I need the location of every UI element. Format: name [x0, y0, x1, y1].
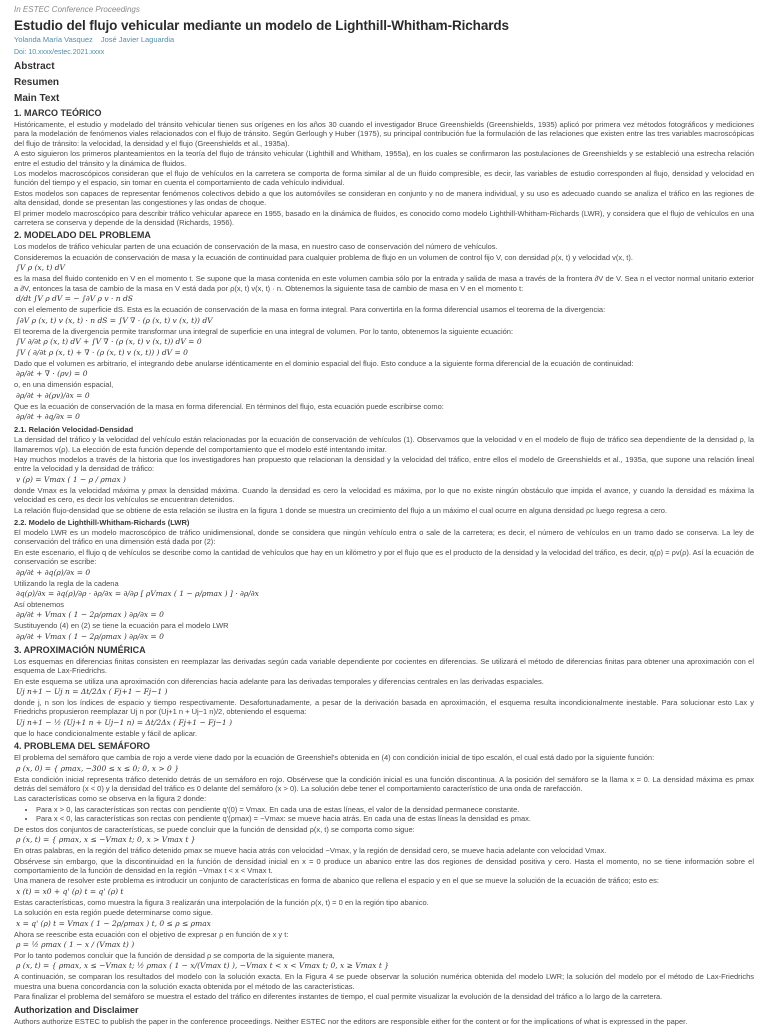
equation: ρ (x, t) = { ρmax, x ≤ −Vmax t; 0, x > Vmax t }: [16, 835, 196, 845]
paragraph: que lo hace condicionalmente estable y fácil de aplicar.: [14, 728, 198, 738]
equation: ∫V ( ∂/∂t ρ (x, t) + ∇ · (ρ (x, t) v (x, t)) ) dV = 0: [16, 347, 188, 357]
equation: d/dt ∫V ρ dV = − ∫∂V ρ v · n dS: [16, 294, 133, 304]
paragraph: El modelo LWR es un modelo macroscópico de tráfico unidimensional, donde se considera que ningún vehículo entra o sale de la carretera; es decir, el número de vehículos en un tramo dado se conserva. La ley de conservación del tráfico en una dimensión está dada por (2):: [14, 527, 754, 547]
paragraph: es la masa del fluido contenido en V en el momento t. Se supone que la masa contenida en este volumen cambia sólo por la entrada y salida de masa a través de la frontera ∂V de V. Sea n el vector normal unitario exterior a ∂V, entonces la tasa de cambio de la masa en V está dada por ρ(x, t) v(x, t) · n. Obtenemos la siguiente tasa de cambio de masa en V en el momento t:: [14, 274, 754, 293]
paragraph: La relación flujo-densidad que se obtiene de esta relación se ilustra en la figura 1 donde se muestra un crecimiento del flujo a un máximo el cual ocurre en alguna densidad ρc luego regresa a cero.: [14, 505, 667, 515]
paragraph: Estos modelos son capaces de representar fenómenos colectivos debido a que los automóviles se consideran en conjunto y no de manera individual, y su uso es adecuado cuando se analiza el tráfico en las regiones de alta densidad, donde se presentan las congestiones y las ondas de choque.: [14, 188, 754, 208]
section-heading: 4. PROBLEMA DEL SEMÁFORO: [14, 741, 151, 752]
paragraph: Esta condición inicial representa tráfico detenido detrás de un semáforo en rojo. Obsérvese que la condición inicial es una función discontinua. A la posición del semáforo se la llama x = 0. La densidad máxima es ρmax detrás del semáforo (x < 0) y la densidad del tráfico es 0 delante del semáforo (x > 0). La solución debe tener el comportamiento característico de una onda de rarefacción.: [14, 774, 754, 794]
subsection-heading: 2.1. Relación Velocidad-Densidad: [14, 425, 134, 435]
equation: x = q' (ρ) t = Vmax ( 1 − 2ρ/ρmax ) t, 0 ≤ ρ ≤ ρmax: [16, 918, 211, 928]
paragraph: La solución en esta región puede determinarse como sigue.: [14, 908, 213, 918]
doi-link[interactable]: Doi: 10.xxxx/estec.2021.xxxx: [14, 49, 105, 56]
paragraph: La densidad del tráfico y la velocidad del vehículo están relacionadas por la ecuación de conservación de vehículos (1). Observamos que la velocidad v en el modelo de flujo de tráfico sea dependiente de la densidad ρ, la llamaremos v(ρ). La elección de esta función depende del comportamiento que el modelo esté intentando imitar.: [14, 435, 754, 454]
equation: ∂ρ/∂t + Vmax ( 1 − 2ρ/ρmax ) ∂ρ/∂x = 0: [16, 631, 164, 641]
disclaimer-heading: Authorization and Disclaimer: [14, 1004, 139, 1015]
author-link[interactable]: Yolanda María Vasquez: [14, 35, 93, 44]
paragraph: Así obtenemos: [14, 600, 65, 609]
paragraph: El teorema de la divergencia permite transformar una integral de superficie en una integral de volumen. Por lo tanto, obtenemos la siguiente ecuación:: [14, 326, 514, 336]
paragraph: De estos dos conjuntos de características, se puede concluir que la función de densidad ρ(x, t) se comporta como sigue:: [14, 824, 415, 834]
paragraph: Los esquemas en diferencias finitas consisten en reemplazar las derivadas según cada variable dependiente por cocientes en diferencias. Se utilizará el método de diferencias finitas para obtener una aproximación con el esquema de Lax-Friedrichs.: [14, 656, 754, 676]
paragraph: Históricamente, el estudio y modelado del tránsito vehicular tienen sus orígenes en los años 30 cuando el investigador Bruce Greenshields (Greenshields, 1935) aplicó por primera vez métodos fotográficos y mediciones para la modelación de fenómenos viales relacionados con el flujo de tránsito. Según Gerlough y Huber (1975), su principal contribución fue la formulación de las relaciones que existen entre las tres variables macroscópicas del flujo de tránsito: la velocidad, la densidad y el flujo (Greenshields et al., 1935a).: [14, 120, 754, 148]
subsection-heading: 2.2. Modelo de Lighthill-Whitham-Richards (LWR): [14, 517, 190, 527]
paragraph: Hay muchos modelos a través de la historia que los investigadores han propuesto que relacionan la densidad y la velocidad del tráfico, entre ellos el modelo de Greenshields et al., 1935a, que supone una relación lineal entre la velocidad y la densidad de tráfico:: [14, 454, 754, 474]
paragraph: Las características como se observa en la figura 2 donde:: [14, 794, 207, 804]
paragraph: con el elemento de superficie dS. Esta es la ecuación de conservación de la masa en forma integral. Para convertirla en la forma diferencial usamos el teorema de la divergencia:: [14, 305, 606, 315]
paragraph: A continuación, se comparan los resultados del modelo con la solución exacta. En la Figura 4 se puede observar la solución numérica obtenida del modelo LWR; la solución del modelo por el método de Lax-Friedrichs muestra una buena concordancia con la solución exacta obtenida por el método de las características.: [14, 972, 754, 991]
paragraph: Los modelos macroscópicos consideran que el flujo de vehículos en la carretera se comporta de forma similar al de un fluido compresible, es decir, las variables de estudio corresponden al flujo, densidad y velocidad en función del tiempo y el espacio, sin tomar en cuenta el comportamiento de cada vehículo individual.: [14, 169, 754, 188]
paragraph: Los modelos de tráfico vehicular parten de una ecuación de conservación de la masa, en nuestro caso de conservación del número de vehículos.: [14, 242, 498, 252]
equation: ∫∂V ρ (x, t) v (x, t) · n dS = ∫V ∇ · (ρ (x, t) v (x, t)) dV: [16, 315, 213, 325]
paragraph: En este esquema se utiliza una aproximación con diferencias hacia adelante para las derivadas temporales y diferencias centrales en las derivadas espaciales.: [14, 676, 544, 686]
equation: ∂ρ/∂t + ∂q(ρ)/∂x = 0: [16, 567, 91, 577]
equation: ∂ρ/∂t + ∂(ρv)/∂x = 0: [16, 390, 90, 400]
paragraph: Ahora se reescribe esta ecuación con el objetivo de expresar ρ en función de x y t:: [14, 929, 289, 939]
equation: ρ = ½ ρmax ( 1 − x / (Vmax t) ): [16, 939, 135, 949]
paragraph: o, en una dimensión espacial,: [14, 380, 114, 390]
paragraph: Para finalizar el problema del semáforo se muestra el estado del tráfico en diferentes instantes de tiempo, el cual permite visualizar la evolución de la densidad del tráfico a lo largo de la carretera.: [14, 992, 663, 1002]
equation: ∂ρ/∂t + ∇ · (ρv) = 0: [16, 369, 88, 379]
disclaimer-text: Authors authorize ESTEC to publish the paper in the conference proceedings. Neither ESTEC nor the editors are responsible either for the content or for the implications of what is expressed in the paper.: [14, 1016, 688, 1026]
venue-line: In ESTEC Conference Proceedings: [14, 5, 140, 14]
equation: ∫V ρ (x, t) dV: [16, 263, 65, 273]
equation: v (ρ) = Vmax ( 1 − ρ / ρmax ): [16, 474, 126, 484]
equation: ρ (x, 0) = { ρmax, −300 ≤ x ≤ 0; 0, x > 0 }: [16, 763, 179, 773]
equation: ∫V ∂/∂t ρ (x, t) dV + ∫V ∇ · (ρ (x, t) v (x, t)) dV = 0: [16, 336, 202, 346]
equation: x (t) = x0 + q' (ρ) t = q' (ρ) t: [16, 886, 124, 896]
equation: ∂q(ρ)/∂x = ∂q(ρ)/∂ρ · ∂ρ/∂x = ∂/∂ρ [ ρVmax ( 1 − ρ/ρmax ) ] · ∂ρ/∂x: [16, 589, 259, 598]
abstract-heading: Abstract: [14, 61, 55, 72]
paragraph: En este escenario, el flujo q de vehículos se describe como la cantidad de vehículos que hay en un kilómetro y por el flujo que es el producto de la densidad y la velocidad del tráfico, es decir, q(ρ) = ρv(ρ). Así la ecuación de conservación se escribe:: [14, 547, 754, 567]
paragraph: Estas características, como muestra la figura 3 realizarán una interpolación de la función ρ(x, t) = 0 en la región tipo abanico.: [14, 897, 429, 907]
list-item: • Para x > 0, las características son rectas con pendiente q'(0) = Vmax. En cada una de estas líneas, el valor de la densidad permanece constante.: [36, 805, 754, 814]
equation: ρ (x, t) = { ρmax, x ≤ −Vmax t; ½ ρmax ( 1 − x/(Vmax t) ), −Vmax t < x < Vmax t; 0, x ≥ Vmax t }: [16, 961, 390, 971]
equation: ∂ρ/∂t + Vmax ( 1 − 2ρ/ρmax ) ∂ρ/∂x = 0: [16, 610, 164, 620]
paragraph: A esto siguieron los primeros planteamientos en la teoría del flujo de tránsito vehicular (Lighthill and Whitham, 1955a), en los cuales se confirmaron las postulaciones de Greenshields y se estableció una estrecha relación entre el estudio del tránsito y la dinámica de fluidos.: [14, 149, 754, 168]
paragraph: Una manera de resolver este problema es introducir un conjunto de características en forma de abanico que rellena el espacio y en el que se mueve la solución de la ecuación de tráfico; esto es:: [14, 876, 659, 886]
equation: ∂ρ/∂t + ∂q/∂x = 0: [16, 412, 80, 422]
section-heading: 2. MODELADO DEL PROBLEMA: [14, 230, 151, 241]
paper-title: Estudio del flujo vehicular mediante un modelo de Lighthill-Whitham-Richards: [14, 18, 509, 33]
paragraph: El problema del semáforo que cambia de rojo a verde viene dado por la ecuación de Greenshiel's obtenida en (4) con condición inicial de tipo escalón, el cual está dado por la siguiente función:: [14, 753, 655, 763]
equation: Uj n+1 − ½ (Uj+1 n + Uj−1 n) = Δt/2Δx ( Fj+1 − Fj−1 ): [16, 717, 233, 727]
paragraph: El primer modelo macroscópico para describir tráfico vehicular aparece en 1955, basado en la dinámica de fluidos, es conocido como modelo Lighthill-Whitham-Richards (LWR), y considera que el flujo de vehículos en una carretera se conserva y depende de la densidad (Richards, 1956).: [14, 208, 754, 228]
paragraph: Obsérvese sin embargo, que la discontinuidad en la función de densidad inicial en x = 0 produce un abanico entre las dos regiones de densidad positiva y cero. Hasta el momento, no se tiene información sobre el comportamiento de la función de densidad en la región −Vmax t < x < Vmax t.: [14, 856, 754, 875]
paragraph: donde Vmax es la velocidad máxima y ρmax la densidad máxima. Cuando la densidad es cero la velocidad es máxima, por lo que no existe ningún obstáculo que impida el avance, y cuando la densidad es máxima la velocidad es cero, es decir los vehículos se encuentran detenidos.: [14, 485, 754, 505]
paragraph: donde j, n son los índices de espacio y tiempo respectivamente. Desafortunadamente, a pesar de la derivación basada en aproximación, el esquema resulta incondicionalmente inestable. Para solucionar esto Lax y Friedrichs propusieron reemplazar Uj n por (Uj+1 n + Uj−1 n)/2, obteniendo el esquema:: [14, 698, 754, 717]
paragraph: Por lo tanto podemos concluir que la función de densidad ρ se comporta de la siguiente manera,: [14, 950, 335, 960]
section-heading: 1. MARCO TEÓRICO: [14, 108, 102, 118]
paragraph: Utilizando la regla de la cadena: [14, 578, 119, 588]
paragraph: Dado que el volumen es arbitrario, el integrando debe anularse idénticamente en el dominio espacial del flujo. Esto conduce a la siguiente forma diferencial de la ecuación de continuidad:: [14, 358, 634, 368]
author-link[interactable]: José Javier Laguardia: [100, 35, 175, 44]
paragraph: Que es la ecuación de conservación de la masa en forma diferencial. En términos del flujo, esta ecuación puede escribirse como:: [14, 401, 444, 411]
bullet-list: [14, 805, 754, 824]
section-heading: 3. APROXIMACIÓN NUMÉRICA: [14, 644, 146, 655]
resumen-heading: Resumen: [14, 77, 60, 88]
paragraph: Sustituyendo (4) en (2) se tiene la ecuación para el modelo LWR: [14, 621, 229, 631]
author-list: [14, 35, 754, 44]
paragraph: Consideremos la ecuación de conservación de masa y la ecuación de continuidad para cualquier problema de flujo en un volumen de control fijo V, con densidad ρ(x, t) y velocidad v(x, t).: [14, 252, 633, 262]
list-item: • Para x < 0, las características son rectas con pendiente q'(ρmax) = −Vmax: se mueve hacia atrás. En cada una de estas líneas la densidad es ρmax.: [36, 814, 754, 823]
equation: Uj n+1 − Uj n = Δt/2Δx ( Fj+1 − Fj−1 ): [16, 687, 168, 697]
main-text-heading: Main Text: [14, 93, 60, 104]
paragraph: En otras palabras, en la región del tráfico detenido ρmax se mueve hacia atrás con velocidad −Vmax, y la región de densidad cero, se mueve hacia adelante con velocidad Vmax.: [14, 846, 607, 856]
